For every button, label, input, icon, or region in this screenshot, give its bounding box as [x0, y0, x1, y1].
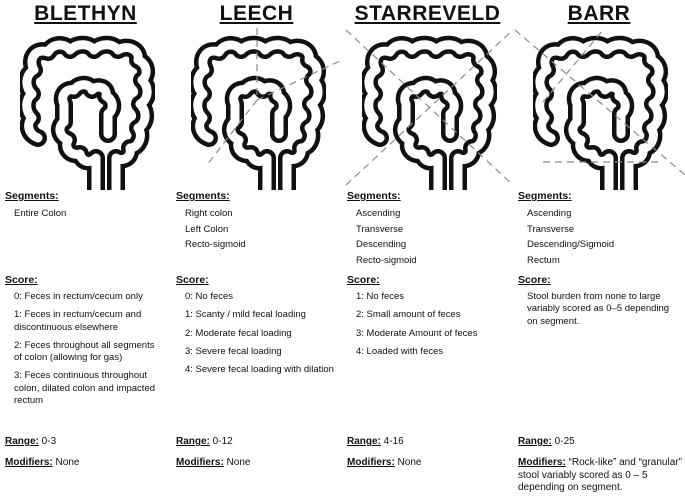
modifiers-label: Modifiers: [518, 457, 566, 468]
modifiers-label: Modifiers: [5, 457, 53, 468]
segment-item: Rectum [527, 255, 560, 267]
score-item: 1: No feces [356, 291, 405, 302]
range-line [5, 436, 56, 447]
score-item: 0: No feces [185, 291, 234, 302]
segment-item: Descending/Sigmoid [527, 239, 615, 251]
segments-list [14, 206, 164, 222]
range-line [176, 436, 233, 447]
score-item: 1: Scanty / mild fecal loading [185, 309, 306, 321]
segment-item: Recto-sigmoid [185, 239, 246, 251]
score-item: 0: Feces in rectum/cecum only [14, 291, 143, 302]
modifiers-value: None [223, 457, 251, 468]
segments-list [185, 206, 335, 253]
column-title: LEECH [219, 2, 294, 25]
modifiers-line [5, 457, 169, 470]
score-heading: Score: [176, 274, 209, 286]
score-heading: Score: [518, 274, 551, 286]
segments-heading: Segments: [518, 190, 572, 202]
modifiers-value: “Rock-like” and “granular” stool variably scored as 0 – 5 depending on segment. [518, 457, 682, 493]
segment-divider-lines [342, 0, 513, 190]
segment-item: Descending [356, 239, 407, 251]
segment-item: Right colon [185, 208, 233, 219]
column-starreveld [342, 0, 513, 497]
score-item: 3: Moderate Amount of feces [356, 327, 478, 339]
column-title: BARR [567, 2, 631, 25]
range-label: Range: [5, 436, 39, 447]
range-label: Range: [518, 436, 552, 447]
segment-item: Left Colon [185, 223, 229, 235]
score-list [14, 291, 164, 413]
range-value: 0-3 [38, 436, 57, 447]
segment-item: Transverse [356, 223, 404, 235]
score-item: 2: Small amount of feces [356, 309, 461, 321]
modifiers-line [518, 457, 682, 495]
range-label: Range: [347, 436, 381, 447]
range-value: 0-25 [551, 436, 575, 447]
modifiers-label: Modifiers: [176, 457, 224, 468]
modifiers-value: None [52, 457, 80, 468]
range-line [347, 436, 404, 447]
modifiers-label: Modifiers: [347, 457, 395, 468]
score-item: 1: Feces in rectum/cecum and discontinuous elsewhere [14, 309, 142, 333]
column-leech [171, 0, 342, 497]
score-item: 2: Moderate fecal loading [185, 327, 292, 339]
range-value: 0-12 [209, 436, 233, 447]
colon-illustration [20, 30, 155, 190]
range-label: Range: [176, 436, 210, 447]
score-item: 3: Severe fecal loading [185, 345, 282, 357]
segment-item: Transverse [527, 223, 575, 235]
column-title: STARREVELD [354, 2, 501, 25]
segments-list [527, 206, 677, 269]
segment-divider-lines [513, 0, 685, 190]
modifiers-line [176, 457, 340, 470]
column-title: BLETHYN [34, 2, 137, 25]
segments-list [356, 206, 506, 269]
column-blethyn [0, 0, 171, 497]
score-heading: Score: [347, 274, 380, 286]
segment-item: Ascending [356, 208, 401, 219]
score-list [356, 291, 506, 364]
score-list [185, 291, 335, 382]
score-heading: Score: [5, 274, 38, 286]
segments-heading: Segments: [5, 190, 59, 202]
segments-heading: Segments: [176, 190, 230, 202]
score-item: 4: Severe fecal loading with dilation [185, 364, 334, 376]
range-value: 4-16 [380, 436, 404, 447]
score-item: 4: Loaded with feces [356, 345, 444, 357]
segments-heading: Segments: [347, 190, 401, 202]
score-description: Stool burden from none to large variably scored as 0–5 depending on segment. [527, 291, 670, 327]
column-barr [513, 0, 685, 497]
segment-item: Ascending [527, 208, 572, 219]
modifiers-line [347, 457, 511, 470]
segment-item: Entire Colon [14, 208, 67, 219]
range-line [518, 436, 575, 447]
segment-divider-lines [171, 0, 342, 190]
modifiers-value: None [394, 457, 422, 468]
score-item: 3: Feces continuous throughout colon, dilated colon and impacted rectum [14, 370, 156, 407]
score-item: 2: Feces throughout all segments of colon (allowing for gas) [14, 339, 155, 364]
segment-item: Recto-sigmoid [356, 255, 417, 267]
